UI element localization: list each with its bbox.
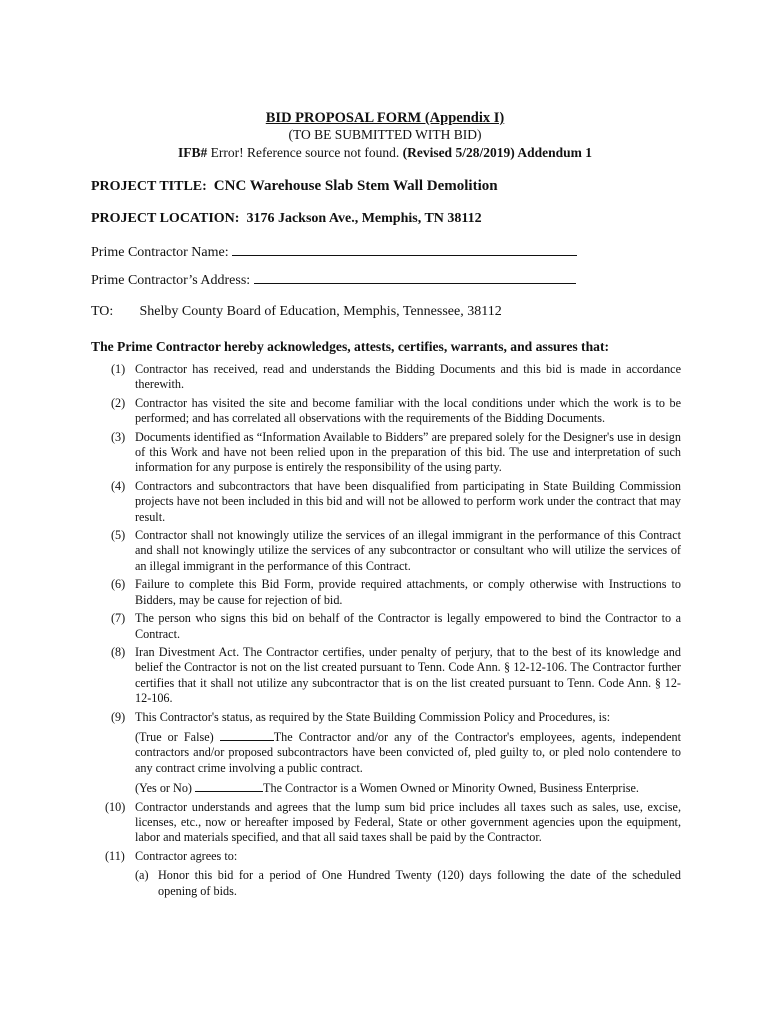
revised-note: (Revised 5/28/2019) Addendum 1 xyxy=(402,145,592,160)
to-label: TO: xyxy=(91,304,114,319)
item-number: (8) xyxy=(111,644,126,659)
prime-contractor-name-label: Prime Contractor Name: xyxy=(91,245,229,260)
sub-item-text: Honor this bid for a period of One Hundred Twenty (120) days following the date of the scheduled opening of bids. xyxy=(158,868,681,898)
prime-contractor-address-field[interactable] xyxy=(254,271,576,284)
true-false-field[interactable] xyxy=(220,729,274,741)
item-text: This Contractor's status, as required by the State Building Commission Policy and Procedures, is: xyxy=(135,709,611,724)
list-item xyxy=(91,362,681,393)
item-text: Contractor understands and agrees that the lump sum bid price includes all taxes such as sales, use, excise, licenses, etc., now or hereafter imposed by Federal, State or other government agencies upon the equipment, labor and materials specified, and that all said taxes shall be paid by the Contractor. xyxy=(135,799,681,845)
true-false-prefix: (True or False) xyxy=(135,729,220,744)
to-line xyxy=(91,304,502,320)
certification-intro: The Prime Contractor hereby acknowledges, attests, certifies, warrants, and assures that: xyxy=(91,339,609,354)
item-text: Contractors and subcontractors that have been disqualified from participating in State Building Commission projects have not been included in this bid and will not be allowed to perform work under the contract that may result. xyxy=(135,478,681,524)
form-title: BID PROPOSAL FORM (Appendix I) xyxy=(265,110,505,126)
list-item xyxy=(91,528,681,574)
yes-no-prefix: (Yes or No) xyxy=(135,781,196,796)
list-item xyxy=(91,710,681,797)
list-item xyxy=(91,396,681,427)
list-item xyxy=(91,849,681,899)
item-text: Contractor has visited the site and become familiar with the local conditions under which the work is to be performed; and has correlated all observations with the requirements of the Bidding Documents. xyxy=(135,395,681,426)
item-text: Contractor has received, read and understands the Bidding Documents and this bid is made in accordance therewith. xyxy=(135,362,681,392)
item-number: (10) xyxy=(105,799,126,814)
item-number: (2) xyxy=(111,395,126,410)
list-item xyxy=(91,800,681,846)
item-number: (7) xyxy=(111,611,126,626)
prime-contractor-address-label: Prime Contractor’s Address: xyxy=(91,273,251,288)
list-item xyxy=(91,430,681,476)
list-item xyxy=(91,611,681,642)
item-text: Documents identified as “Information Available to Bidders” are prepared solely for the Designer's use in design of this Work and have not been relied upon in the preparation of this bid. The use and interpretation of such information for any purpose is entirely the responsibility of the using party. xyxy=(135,429,681,475)
ifb-text: Error! Reference source not found. xyxy=(207,145,403,160)
item-text: Contractor agrees to: xyxy=(135,848,238,863)
project-location-label: PROJECT LOCATION: xyxy=(91,211,240,226)
prime-contractor-name-field[interactable] xyxy=(232,243,577,256)
ifb-line xyxy=(0,145,770,161)
item-number: (11) xyxy=(105,848,125,863)
prime-contractor-name-row xyxy=(91,243,577,261)
project-title xyxy=(91,178,498,195)
true-false-text: The Contractor and/or any of the Contractor's employees, agents, independent contractors and/or proposed subcontractors have been convicted of, pled guilty to, or pled nolo contendere to any contract crime involving a public contract. xyxy=(135,729,681,775)
to-value: Shelby County Board of Education, Memphis, Tennessee, 38112 xyxy=(139,304,502,319)
list-item xyxy=(91,577,681,608)
item-number: (5) xyxy=(111,528,126,543)
list-item xyxy=(91,645,681,707)
form-subtitle: (TO BE SUBMITTED WITH BID) xyxy=(288,127,482,142)
item-number: (6) xyxy=(111,577,126,592)
ifb-label: IFB# xyxy=(178,145,208,160)
yes-no-field[interactable] xyxy=(195,780,263,792)
item-text: Iran Divestment Act. The Contractor certifies, under penalty of perjury, that to the best of its knowledge and belief the Contractor is not on the list created pursuant to Tenn. Code Ann. § 12-12-106. The Contractor further certifies that it shall not utilize any subcontractor that is on the list created pursuant to Tenn. Code Ann. § 12-12-106. xyxy=(135,644,681,706)
item-number: (3) xyxy=(111,429,126,444)
item-number: (1) xyxy=(111,362,126,376)
item-number: (9) xyxy=(111,709,126,724)
project-location xyxy=(91,211,482,227)
item-text: Failure to complete this Bid Form, provide required attachments, or comply otherwise with Instructions to Bidders, may be cause for rejection of bid. xyxy=(135,577,681,607)
item-text: The person who signs this bid on behalf of the Contractor is legally empowered to bind the Contractor to a Contract. xyxy=(135,611,681,641)
project-title-value: CNC Warehouse Slab Stem Wall Demolition xyxy=(213,178,498,194)
certification-list xyxy=(91,362,681,902)
item-text: Contractor shall not knowingly utilize the services of an illegal immigrant in the performance of this Contract and shall not knowingly utilize the services of any subcontractor or consultant who will utilize the services of an illegal immigrant in the performance of this Contract. xyxy=(135,528,681,573)
project-location-value: 3176 Jackson Ave., Memphis, TN 38112 xyxy=(246,211,482,226)
yes-no-statement xyxy=(135,780,681,796)
true-false-statement xyxy=(135,729,681,776)
project-title-label: PROJECT TITLE: xyxy=(91,179,207,194)
yes-no-text: The Contractor is a Women Owned or Minority Owned, Business Enterprise. xyxy=(263,781,639,796)
item-number: (4) xyxy=(111,478,126,493)
prime-contractor-address-row xyxy=(91,271,576,289)
list-item xyxy=(91,479,681,525)
sub-item-number: (a) xyxy=(135,868,149,883)
sub-item-a xyxy=(135,868,681,899)
